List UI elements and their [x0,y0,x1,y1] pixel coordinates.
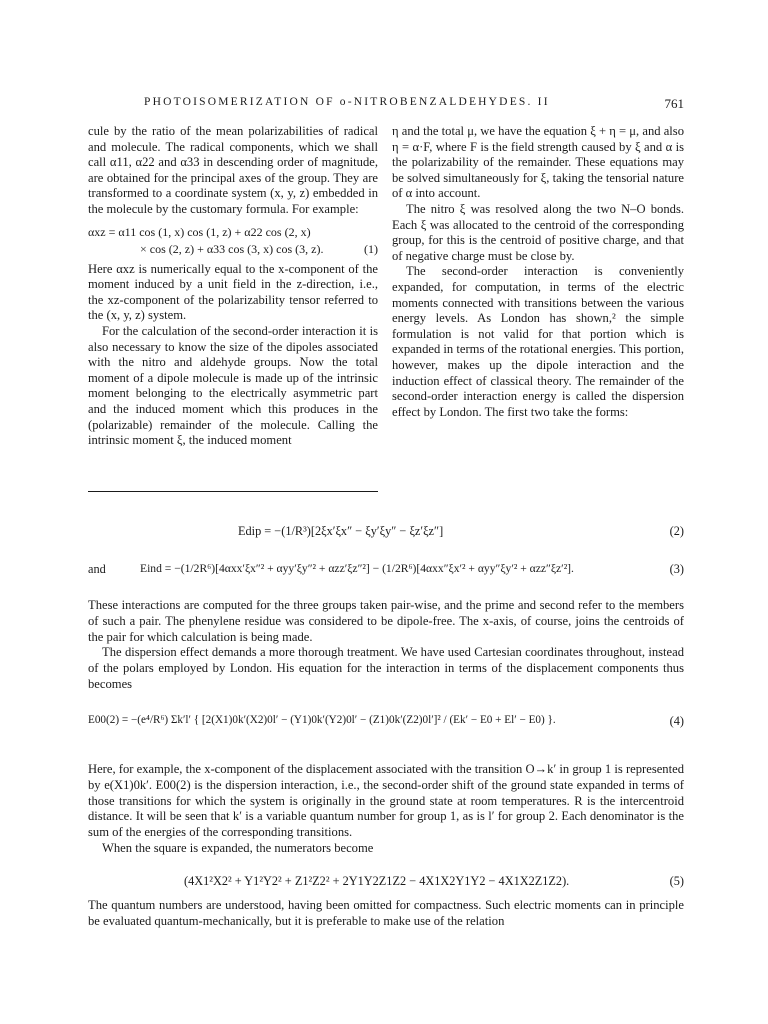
left-column [88,124,378,449]
left-paragraph-2: Here αxz is numerically equal to the x-component of the moment induced by a unit field in the z-direction, i.e., the xz-component of the polarizability tensor referred to the (x, y, z) system. [88,261,378,323]
equation-3-number: (3) [669,562,684,576]
equation-3-body: Eind = −(1/2R⁶)[4αxx′ξx″² + αyy′ξy″² + αzz′ξz″²] − (1/2R⁶)[4αxx″ξx′² + αyy″ξy′² + αzz″ξz′²]. [140,562,574,575]
right-paragraph-3: The second-order interaction is conveniently expanded, for computation, in terms of the electric moments connected with transitions between the various energy levels. As London has shown,² the simple formulation is not valid for that portion which is expanded in terms of the rotational energies. This portion, however, makes up the dipole interaction and the induction effect of classical theory. The remainder of the second-order interaction energy is called the dispersion effect by London. The first two take the forms: [392,264,684,419]
right-paragraph-1: η and the total μ, we have the equation ξ + η = μ, and also η = α·F, where F is the field strength caused by ξ and α is the polarizability of the remainder. These equations may be solved simultaneously for ξ, taking the tensorial nature of α into account. [392,124,684,201]
equation-4-body: E00(2) = −(e⁴/R⁶) Σk′l′ { [2(X1)0k′(X2)0l′ − (Y1)0k′(Y2)0l′ − (Z1)0k′(Z2)0l′]² / (Ek′ − E0 + El′ − E0) }. [88,714,556,726]
body-paragraph-2: The dispersion effect demands a more thorough treatment. We have used Cartesian coordinates throughout, instead of the polars employed by London. His equation for the interaction in terms of the displacement components thus becomes [88,645,684,691]
column-separator-rule [88,491,378,492]
right-column [392,124,684,420]
body-text-upper [88,598,684,693]
equation-1-number: (1) [364,241,378,256]
body-paragraph-4: When the square is expanded, the numerators become [102,840,374,855]
equation-5-number: (5) [669,874,684,888]
equation-1-line-2: × cos (2, z) + α33 cos (3, x) cos (3, z). [140,241,324,256]
equation-2-body: Edip = −(1/R³)[2ξx′ξx″ − ξy′ξy″ − ξz′ξz″] [238,524,444,538]
equation-2-number: (2) [669,524,684,538]
equation-5-body: (4X1²X2² + Y1²Y2² + Z1²Z2² + 2Y1Y2Z1Z2 − 4X1X2Y1Y2 − 4X1X2Z1Z2). [184,874,570,888]
body-text-middle [88,762,684,857]
body-paragraph-1: These interactions are computed for the three groups taken pair-wise, and the prime and second refer to the members of such a pair. The phenylene residue was considered to be dipole-free. The x-axis, of course, joins the centroids of the pair for which calculation is being made. [88,598,684,644]
equation-4-number: (4) [669,714,684,728]
body-paragraph-5: The quantum numbers are understood, having been omitted for compactness. Such electric moments can in principle be evaluated quantum-mechanically, but it is preferable to make use of the relation [88,898,684,928]
body-text-lower [88,898,684,930]
equation-1-line-1: αxz = α11 cos (1, x) cos (1, z) + α22 cos (2, x) [88,224,311,239]
equation-3-and: and [88,562,106,576]
page-number: 761 [664,96,684,111]
left-paragraph-3: For the calculation of the second-order interaction it is also necessary to know the size of the dipoles associated with the nitro and aldehyde groups. Now the total moment of a dipole molecule is made up of the intrinsic moment belonging to the electrically asymmetric part and the induced moment which this produces in the (polarizable) remainder of the molecule. Calling the intrinsic moment ξ, the induced moment [88,323,378,448]
body-paragraph-3: Here, for example, the x-component of the displacement associated with the transition O→k′ in group 1 is represented by e(X1)0k′. E00(2) is the dispersion interaction, i.e., the second-order shift of the ground state expanded in terms of those transitions for which the system is originally in the ground state at room temperatures. R is the intercentroid distance. It will be seen that k′ is a variable quantum number for group 1, as is l′ for group 2. Each denominator is the sum of the energies of the corresponding transitions. [88,762,684,840]
running-title: PHOTOISOMERIZATION OF o-NITROBENZALDEHYDES. II [144,96,550,108]
page-header [88,96,684,112]
right-paragraph-2: The nitro ξ was resolved along the two N–O bonds. Each ξ was allocated to the centroid of the corresponding group, for this is the centroid of positive charge, and that of negative charge must be close by. [392,201,684,263]
equation-1 [88,224,378,258]
left-paragraph-1: cule by the ratio of the mean polarizabilities of radical and molecule. The radical components, which we shall call α11, α22 and α33 in descending order of magnitude, are obtained for the principal axes of the group. They are transformed to a coordinate system (x, y, z) embedded in the molecule by the customary formula. For example: [88,124,378,216]
